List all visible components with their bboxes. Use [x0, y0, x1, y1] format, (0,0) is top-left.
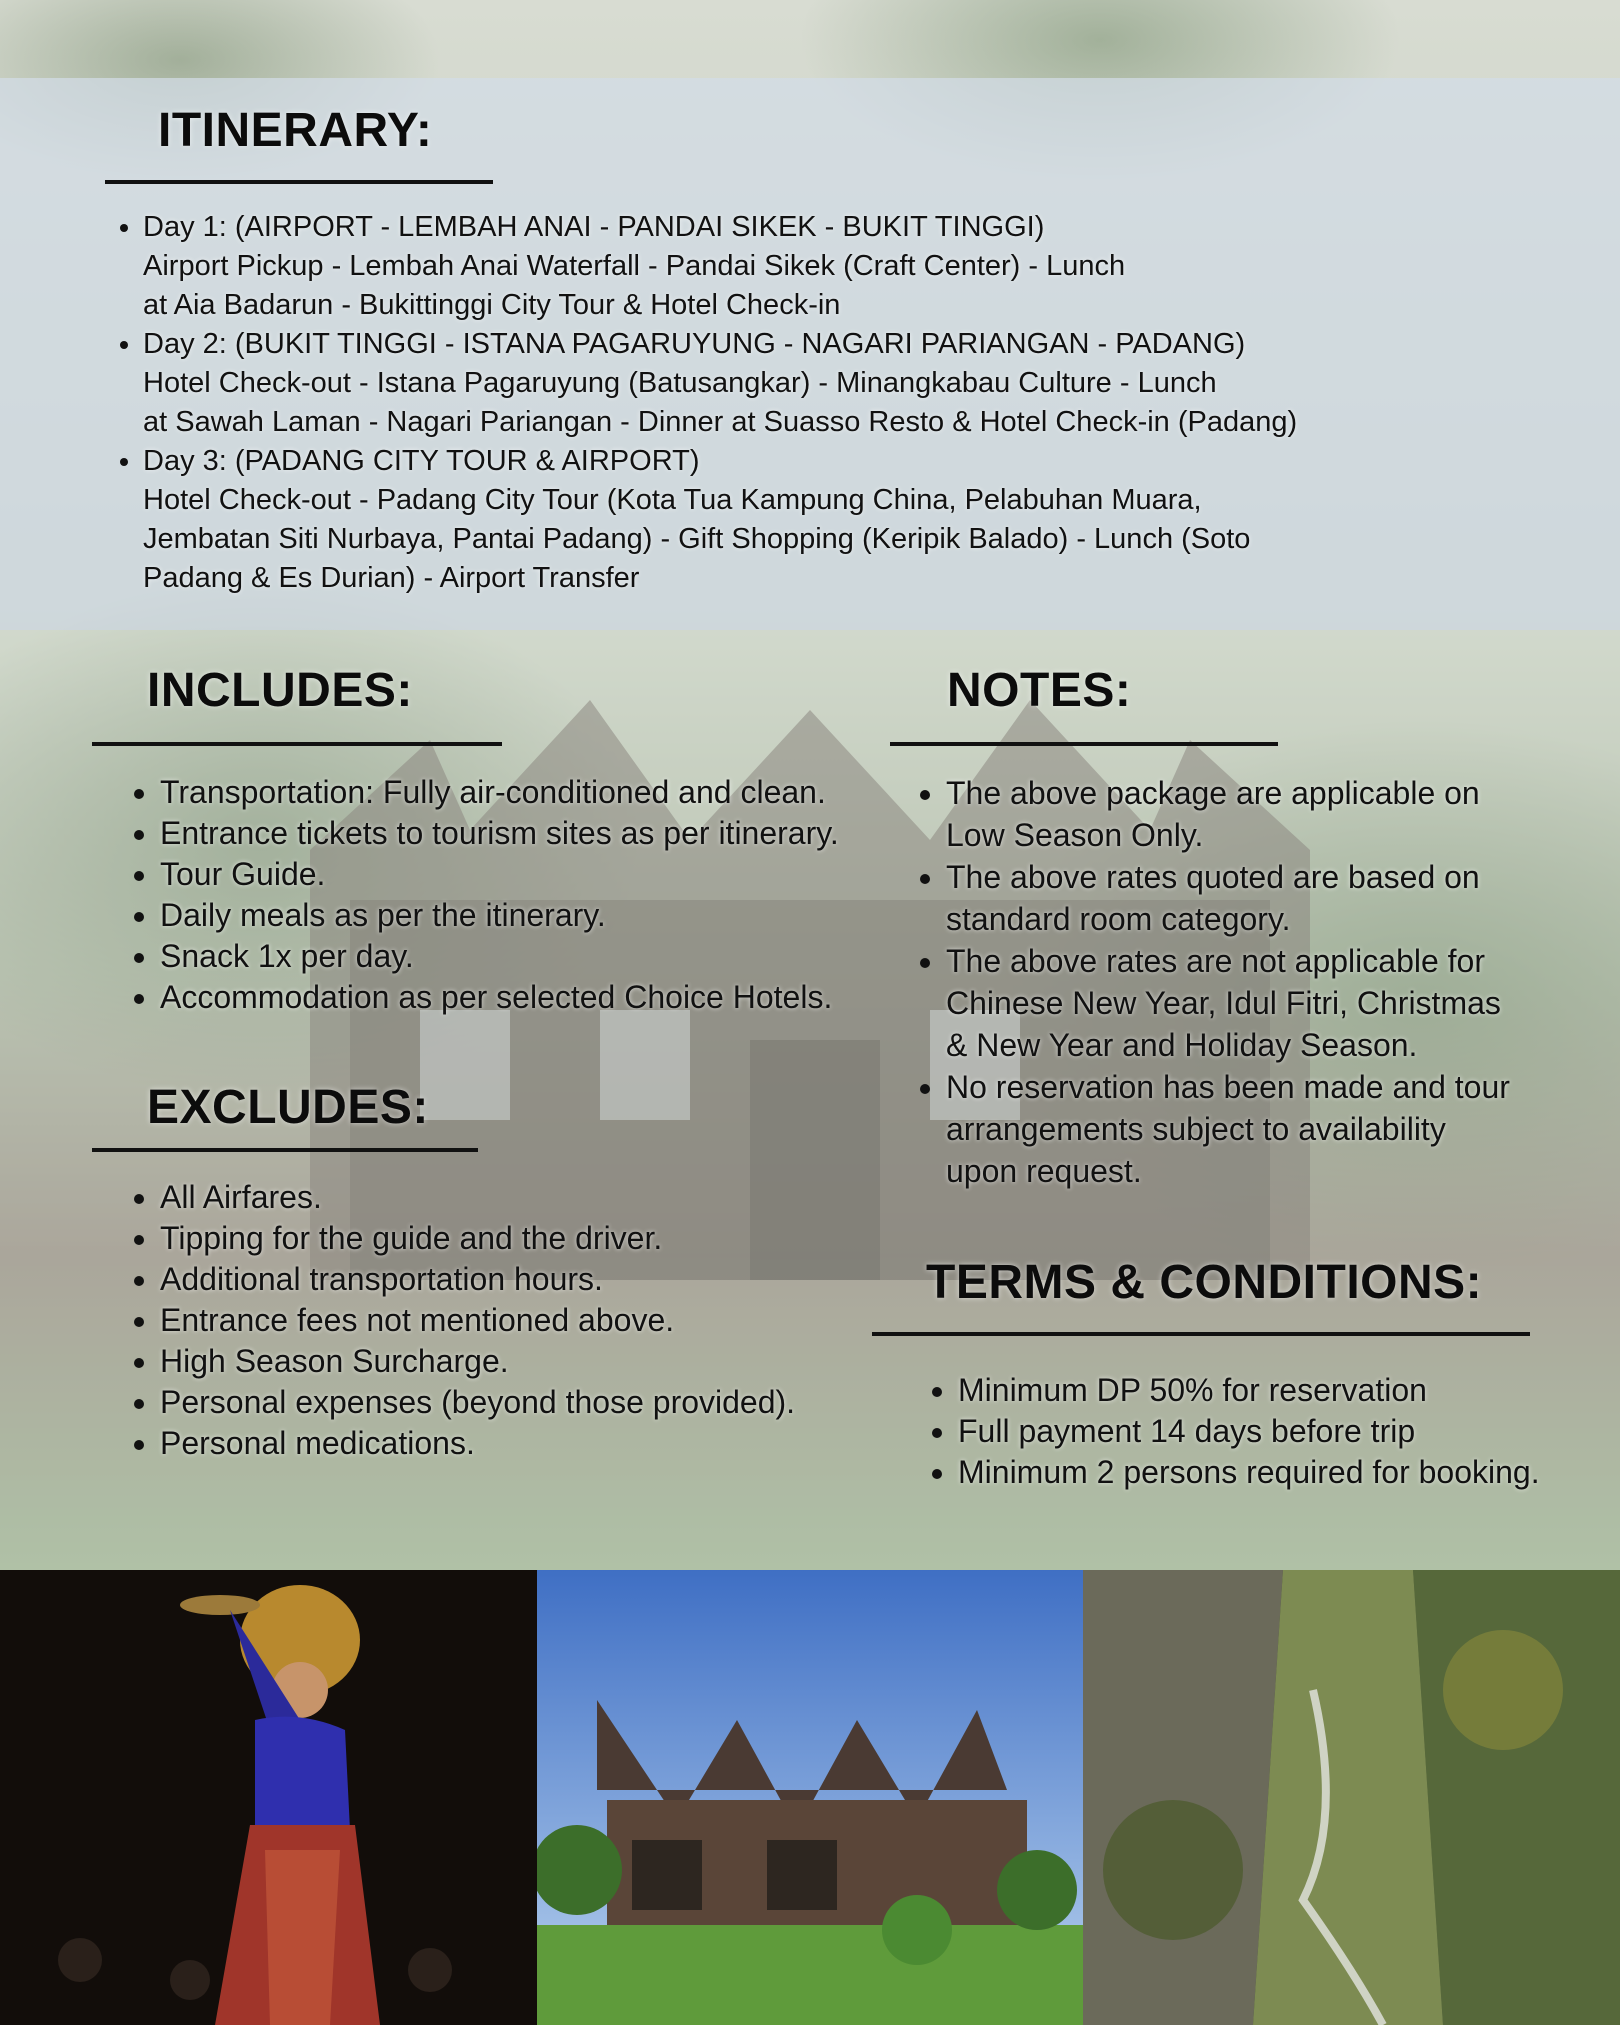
- day-title: • Day 3: (PADANG CITY TOUR & AIRPORT): [143, 445, 700, 477]
- itinerary-heading: ITINERARY:: [158, 104, 433, 157]
- notes-line: arrangements subject to availability: [946, 1111, 1446, 1147]
- excludes-item: • Additional transportation hours.: [160, 1259, 920, 1300]
- excludes-heading: EXCLUDES:: [147, 1081, 429, 1134]
- terms-item: • Minimum 2 persons required for booking.: [958, 1452, 1618, 1493]
- notes-line: Chinese New Year, Idul Fitri, Christmas: [946, 985, 1501, 1021]
- excludes-item: • Entrance fees not mentioned above.: [160, 1300, 920, 1341]
- itinerary-day-1: [143, 208, 1383, 325]
- notes-line: • No reservation has been made and tour: [946, 1069, 1510, 1105]
- excludes-item: • Personal medications.: [160, 1423, 920, 1464]
- includes-item: • Transportation: Fully air-conditioned and clean.: [160, 772, 920, 813]
- day-title: • Day 2: (BUKIT TINGGI - ISTANA PAGARUYUNG - NAGARI PARIANGAN - PADANG): [143, 328, 1246, 360]
- notes-line: standard room category.: [946, 901, 1291, 937]
- includes-heading: INCLUDES:: [147, 664, 413, 717]
- notes-line: • The above rates are not applicable for: [946, 943, 1485, 979]
- terms-list: [930, 1370, 1618, 1493]
- notes-heading-rule: [890, 742, 1278, 746]
- includes-item: • Accommodation as per selected Choice Hotels.: [160, 977, 920, 1018]
- notes-line: • The above rates quoted are based on: [946, 859, 1480, 895]
- notes-line: upon request.: [946, 1153, 1142, 1189]
- day-detail: at Aia Badarun - Bukittinggi City Tour & Hotel Check-in: [143, 289, 841, 321]
- rumah-gadang-photo: [537, 1570, 1083, 2025]
- excludes-heading-rule: [92, 1148, 478, 1152]
- notes-item: [946, 856, 1586, 940]
- day-detail: Padang & Es Durian) - Airport Transfer: [143, 562, 640, 594]
- terms-heading: TERMS & CONDITIONS:: [926, 1256, 1483, 1309]
- includes-item: • Entrance tickets to tourism sites as per itinerary.: [160, 813, 920, 854]
- dancer-photo: [0, 1570, 537, 2025]
- itinerary-heading-rule: [105, 180, 493, 184]
- terms-heading-rule: [872, 1332, 1530, 1336]
- notes-list: [918, 772, 1586, 1192]
- notes-line: & New Year and Holiday Season.: [946, 1027, 1418, 1063]
- day-title: • Day 1: (AIRPORT - LEMBAH ANAI - PANDAI SIKEK - BUKIT TINGGI): [143, 211, 1045, 243]
- includes-heading-rule: [92, 742, 502, 746]
- valley-photo: [1083, 1570, 1620, 2025]
- includes-item: • Daily meals as per the itinerary.: [160, 895, 920, 936]
- day-detail: Hotel Check-out - Istana Pagaruyung (Batusangkar) - Minangkabau Culture - Lunch: [143, 367, 1217, 399]
- notes-heading: NOTES:: [947, 664, 1132, 717]
- itinerary-day-2: [143, 325, 1383, 442]
- day-detail: at Sawah Laman - Nagari Pariangan - Dinner at Suasso Resto & Hotel Check-in (Padang): [143, 406, 1298, 438]
- terms-item: • Minimum DP 50% for reservation: [958, 1370, 1618, 1411]
- day-detail: Jembatan Siti Nurbaya, Pantai Padang) - Gift Shopping (Keripik Balado) - Lunch (Soto: [143, 523, 1251, 555]
- includes-item: • Tour Guide.: [160, 854, 920, 895]
- itinerary-list: [115, 208, 1383, 598]
- day-detail: Hotel Check-out - Padang City Tour (Kota Tua Kampung China, Pelabuhan Muara,: [143, 484, 1202, 516]
- terms-item: • Full payment 14 days before trip: [958, 1411, 1618, 1452]
- day-detail: Airport Pickup - Lembah Anai Waterfall - Pandai Sikek (Craft Center) - Lunch: [143, 250, 1126, 282]
- excludes-list: [132, 1177, 920, 1464]
- notes-line: Low Season Only.: [946, 817, 1204, 853]
- excludes-item: • High Season Surcharge.: [160, 1341, 920, 1382]
- excludes-item: • All Airfares.: [160, 1177, 920, 1218]
- excludes-item: • Tipping for the guide and the driver.: [160, 1218, 920, 1259]
- notes-line: • The above package are applicable on: [946, 775, 1480, 811]
- includes-item: • Snack 1x per day.: [160, 936, 920, 977]
- includes-list: [132, 772, 920, 1018]
- itinerary-day-3: [143, 442, 1383, 598]
- photo-strip: [0, 1570, 1620, 2025]
- excludes-item: • Personal expenses (beyond those provided).: [160, 1382, 920, 1423]
- notes-item: [946, 1066, 1586, 1192]
- notes-item: [946, 940, 1586, 1066]
- notes-item: [946, 772, 1586, 856]
